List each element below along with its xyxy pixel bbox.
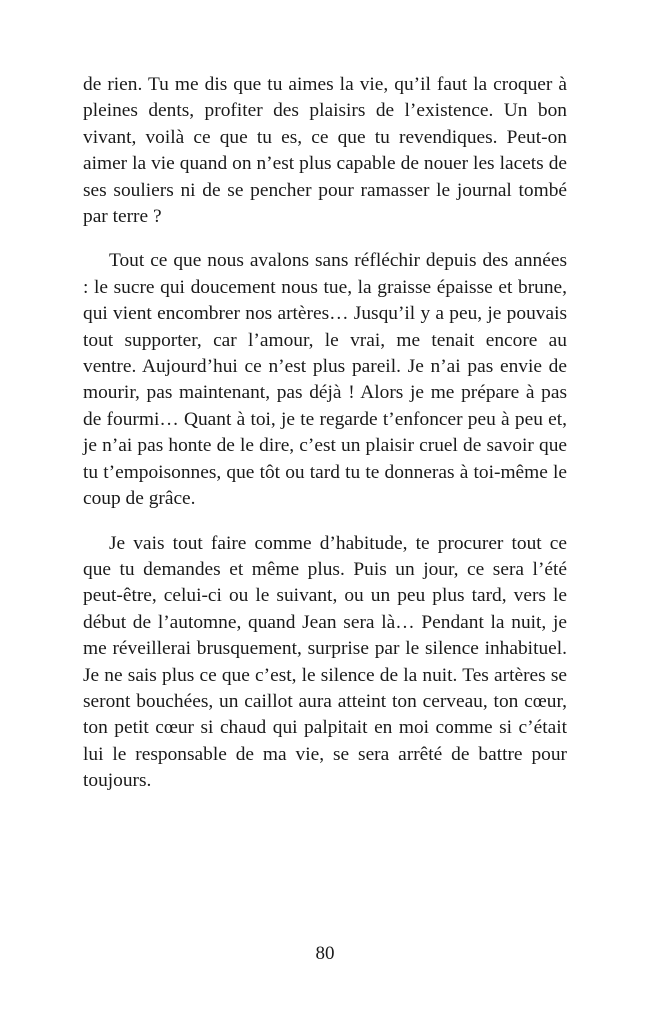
paragraph-1: de rien. Tu me dis que tu aimes la vie, qu’il faut la croquer à pleines dents, profiter des plaisirs de l’existence. Un bon vivant, voilà ce que tu es, ce que tu revendiques. Peut-on aimer la vie quand on n’est plus capable de nouer les lacets de ses souliers ni de se pencher pour ramasser le journal tombé par terre ? [83, 74, 567, 228]
paragraph-3: Je vais tout faire comme d’habitude, te procurer tout ce que tu demandes et même plus. Puis un jour, ce sera l’été peut-être, celui-ci ou le suivant, ou un peu plus tard, vers le début de l’automne, quand Jean sera là… Pendant la nuit, je me réveillerai brusquement, surprise par le silence inhabituel. Je ne sais plus ce que c’est, le silence de la nuit. Tes artères se seront bouchées, un caillot aura atteint ton cerveau, ton cœur, ton petit cœur si chaud qui palpitait en moi comme si c’était lui le responsable de ma vie, se sera arrêté de battre pour toujours. [83, 532, 567, 792]
paragraph-2: Tout ce que nous avalons sans réfléchir depuis des années : le sucre qui doucement nous tue, la graisse épaisse et brune, qui vient encombrer nos artères… Jusqu’il y a peu, je pouvais tout supporter, car l’amour, le vrai, me tenait encore au ventre. Aujourd’hui ce n’est plus pareil. Je n’ai pas envie de mourir, pas maintenant, pas déjà ! Alors je me prépare à pas de fourmi… Quant à toi, je te regarde t’enfoncer peu à peu et, je n’ai pas honte de le dire, c’est un plaisir cruel de savoir que tu t’empoisonnes, que tôt ou tard tu te donneras à toi-même le coup de grâce. [83, 250, 567, 510]
page-number: 80 [315, 943, 335, 964]
page-body [83, 72, 567, 813]
